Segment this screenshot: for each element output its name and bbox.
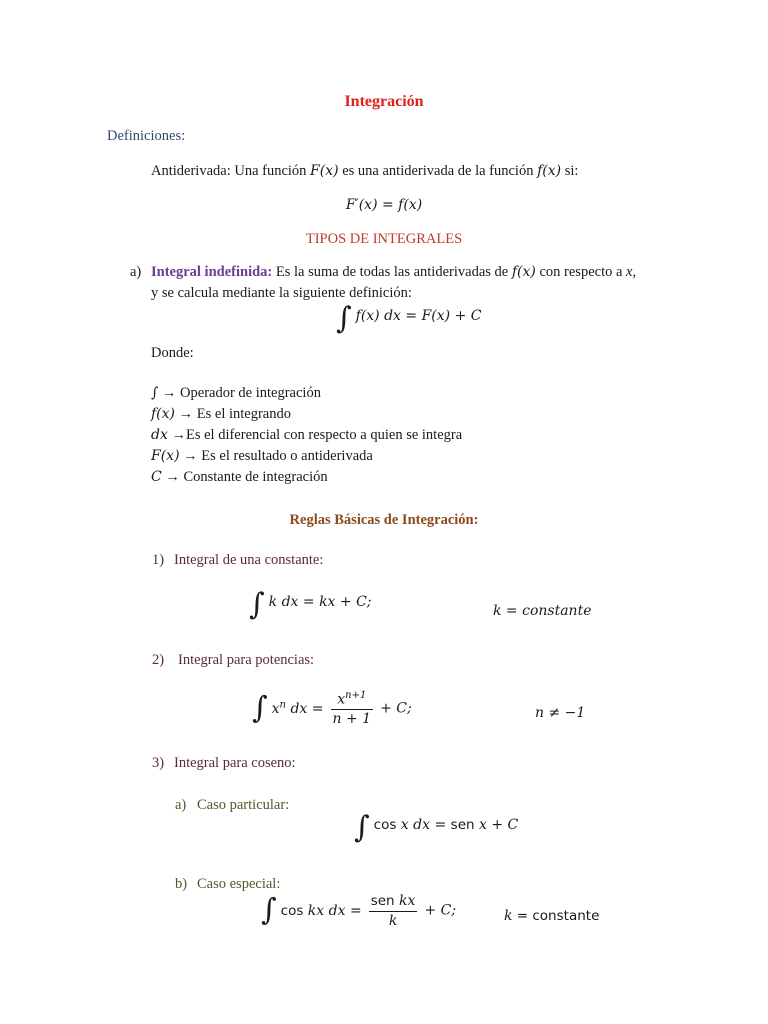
rule-1-label: Integral de una constante: xyxy=(174,552,324,568)
rule-1-marker: 1) xyxy=(152,552,165,568)
arrow-icon: → xyxy=(167,427,186,443)
exponent-n: n xyxy=(279,699,286,711)
indefinite-formula-text: f(x) dx = F(x) + C xyxy=(355,308,482,324)
antiderivative-definition xyxy=(151,163,578,180)
rule-3-label: Integral para coseno: xyxy=(174,755,296,771)
base-x: x xyxy=(271,701,280,718)
list-marker-a: a) xyxy=(130,264,142,280)
rule-1-formula xyxy=(249,587,372,622)
types-heading: TIPOS DE INTEGRALES xyxy=(305,231,463,247)
cos-fn: cos xyxy=(280,902,304,919)
rule-2-label: Integral para potencias: xyxy=(178,652,315,668)
legend-item xyxy=(151,448,373,465)
case-a-marker: a) xyxy=(175,797,187,813)
integral-icon: ∫ xyxy=(354,810,370,845)
sen-arg: kx xyxy=(394,893,416,909)
case-a-formula xyxy=(354,810,519,845)
denominator: n + 1 xyxy=(332,710,372,727)
antiderivative-equation: F′(x) = f(x) xyxy=(345,197,423,213)
k-symbol: k xyxy=(504,908,513,924)
legend-item xyxy=(151,427,462,444)
case-b-formula xyxy=(261,892,456,929)
plus-c: + C; xyxy=(380,700,412,717)
rule-2-marker: 2) xyxy=(152,652,165,668)
donde-label: Donde: xyxy=(151,345,194,361)
antiderivative-text-2: es una antiderivada de la función xyxy=(338,163,538,179)
rule-1-formula-text: k dx = kx + C; xyxy=(268,594,372,610)
rule-1-condition: k = constante xyxy=(493,603,592,619)
condition-text: = constante xyxy=(512,908,600,924)
indefinite-label: Integral indefinida: xyxy=(151,264,273,280)
case-a-label: Caso particular: xyxy=(197,797,290,813)
rules-heading: Reglas Básicas de Integración: xyxy=(289,512,479,528)
sen-fraction xyxy=(369,892,418,929)
definitions-heading: Definiciones: xyxy=(107,128,186,144)
dx-text: dx = xyxy=(286,701,324,718)
legend-item xyxy=(151,406,291,423)
legend-item xyxy=(151,385,321,402)
x-symbol: x xyxy=(626,264,633,280)
case-b-marker: b) xyxy=(175,876,188,892)
antiderivative-text: Antiderivada: Una función xyxy=(151,163,311,179)
fx-symbol: f(x) xyxy=(537,163,562,179)
indefinite-line-2: y se calcula mediante la siguiente definición: xyxy=(151,285,412,301)
plus-c: + C; xyxy=(424,902,457,919)
legend-symbol: dx xyxy=(151,427,168,443)
arrow-icon: → xyxy=(175,406,197,422)
cos-fn: cos xyxy=(373,817,397,833)
arrow-icon: → xyxy=(179,448,202,464)
cos-arg: x dx = xyxy=(396,817,451,833)
integral-icon: ∫ xyxy=(336,301,352,336)
legend-symbol: F(x) xyxy=(151,448,180,464)
integral-icon: ∫ xyxy=(261,892,277,928)
legend-symbol: C xyxy=(151,469,162,485)
legend-desc: Es el diferencial con respecto a quien se integra xyxy=(185,427,463,443)
integral-icon: ∫ xyxy=(249,587,265,622)
indefinite-text: Es la suma de todas las antiderivadas de xyxy=(272,264,512,280)
integral-icon: ∫ xyxy=(252,690,268,726)
rule-3-marker: 3) xyxy=(152,755,165,771)
power-fraction xyxy=(331,690,374,727)
cos-arg: kx dx = xyxy=(303,902,362,919)
page-title: Integración xyxy=(344,93,424,110)
indefinite-text-2: con respecto a xyxy=(535,264,627,280)
sen-fn: sen xyxy=(370,893,395,909)
legend-desc: Es el integrando xyxy=(196,406,291,422)
legend-symbol: f(x) xyxy=(151,406,176,422)
sen-fn: sen xyxy=(450,817,475,833)
arrow-icon: → xyxy=(158,385,181,401)
legend-desc: Operador de integración xyxy=(180,385,321,401)
numerator-x: x xyxy=(337,691,346,708)
denominator-k: k xyxy=(388,913,398,929)
legend-item xyxy=(151,469,328,486)
rule-2-formula xyxy=(252,690,412,727)
rule-2-condition: n ≠ −1 xyxy=(535,705,586,721)
indefinite-integral-definition xyxy=(151,264,636,281)
case-b-label: Caso especial: xyxy=(197,876,281,892)
numerator-exponent: n+1 xyxy=(345,690,367,701)
fx-symbol: f(x) xyxy=(511,264,536,280)
Fx-symbol: F(x) xyxy=(310,163,339,179)
case-a-rhs: x + C xyxy=(474,817,519,833)
antiderivative-text-3: si: xyxy=(561,163,579,179)
case-b-condition xyxy=(504,907,599,925)
legend-desc: Constante de integración xyxy=(183,469,328,485)
arrow-icon: → xyxy=(161,469,184,485)
indefinite-formula xyxy=(336,301,482,336)
integral-icon: ∫ xyxy=(151,385,159,401)
indefinite-text-3: , xyxy=(632,264,637,280)
legend-desc: Es el resultado o antiderivada xyxy=(201,448,373,464)
